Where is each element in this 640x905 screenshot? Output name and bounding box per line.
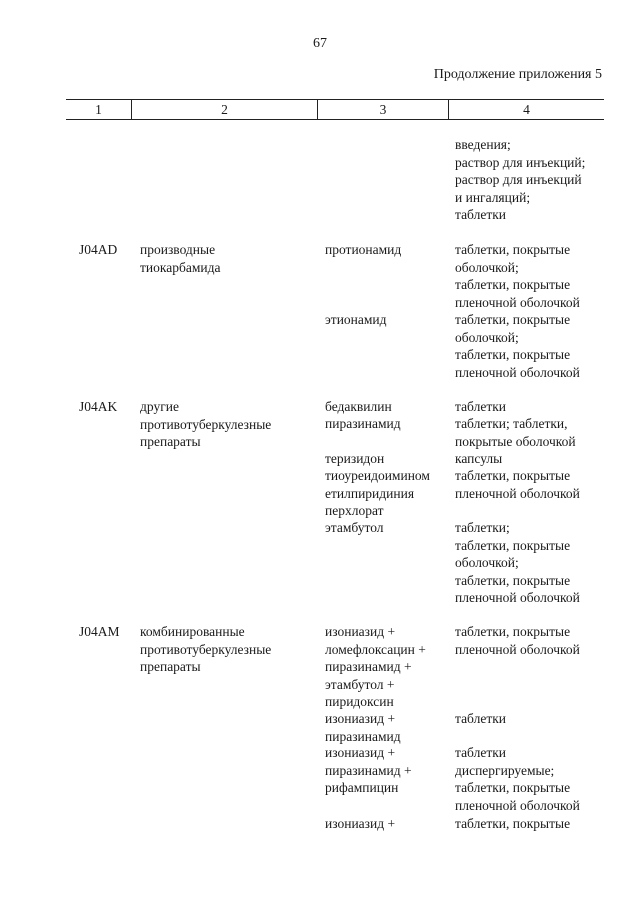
- dosage-form: таблетки: [455, 711, 507, 726]
- drug-name: изониазид + пиразинамид + рифампицин: [325, 745, 412, 795]
- group-name-j04ak: другие противотуберкулезные препараты: [140, 399, 272, 449]
- drug-name: этионамид: [325, 312, 387, 327]
- header-col-3: 3: [379, 102, 387, 117]
- dosage-form: таблетки, покрытые пленочной оболочкой: [455, 624, 580, 657]
- dosage-form: таблетки диспергируемые; таблетки, покрытые пленочной оболочкой: [455, 745, 580, 813]
- atc-code-j04ad: J04AD: [79, 242, 118, 257]
- dosage-form: таблетки; таблетки, покрытые оболочкой: [455, 416, 576, 449]
- atc-code-j04am: J04AM: [79, 624, 120, 639]
- group-name-j04am: комбинированные противотуберкулезные препараты: [140, 624, 272, 674]
- drug-name: тиоуреидоимином етилпиридиния перхлорат: [325, 468, 430, 518]
- drug-name: пиразинамид: [325, 416, 401, 431]
- drug-name: изониазид +: [325, 816, 396, 831]
- dosage-form: таблетки, покрытые оболочкой; таблетки, покрытые пленочной оболочкой: [455, 242, 580, 310]
- drug-name: изониазид + пиразинамид: [325, 711, 401, 744]
- header-col-2: 2: [221, 102, 228, 117]
- group-name-j04ad: производные тиокарбамида: [140, 242, 221, 275]
- header-col-1: 1: [95, 102, 102, 117]
- header-top-rule: [66, 99, 604, 100]
- dosage-form: таблетки, покрытые пленочной оболочкой: [455, 468, 580, 501]
- atc-code-j04ak: J04AK: [79, 399, 118, 414]
- dosage-form: таблетки, покрытые: [455, 816, 571, 831]
- appendix-label: Продолжение приложения 5: [433, 67, 602, 82]
- dosage-form: таблетки: [455, 399, 507, 414]
- dosage-form: таблетки; таблетки, покрытые оболочкой; таблетки, покрытые пленочной оболочкой: [455, 520, 580, 605]
- header-bottom-rule: [66, 119, 604, 120]
- drug-name: изониазид + ломефлоксацин + пиразинамид + этамбутол + пиридоксин: [325, 624, 426, 709]
- dosage-form: таблетки, покрытые оболочкой; таблетки, покрытые пленочной оболочкой: [455, 312, 580, 380]
- page-number: 67: [313, 36, 327, 51]
- drug-name: протионамид: [325, 242, 402, 257]
- drug-name: бедаквилин: [325, 399, 392, 414]
- drug-name: этамбутол: [325, 520, 384, 535]
- header-col-4: 4: [523, 102, 530, 117]
- dosage-form: капсулы: [455, 451, 503, 466]
- continuation-form-cell: введения; раствор для инъекций; раствор для инъекций и ингаляций; таблетки: [455, 137, 586, 222]
- drug-name: теризидон: [325, 451, 385, 466]
